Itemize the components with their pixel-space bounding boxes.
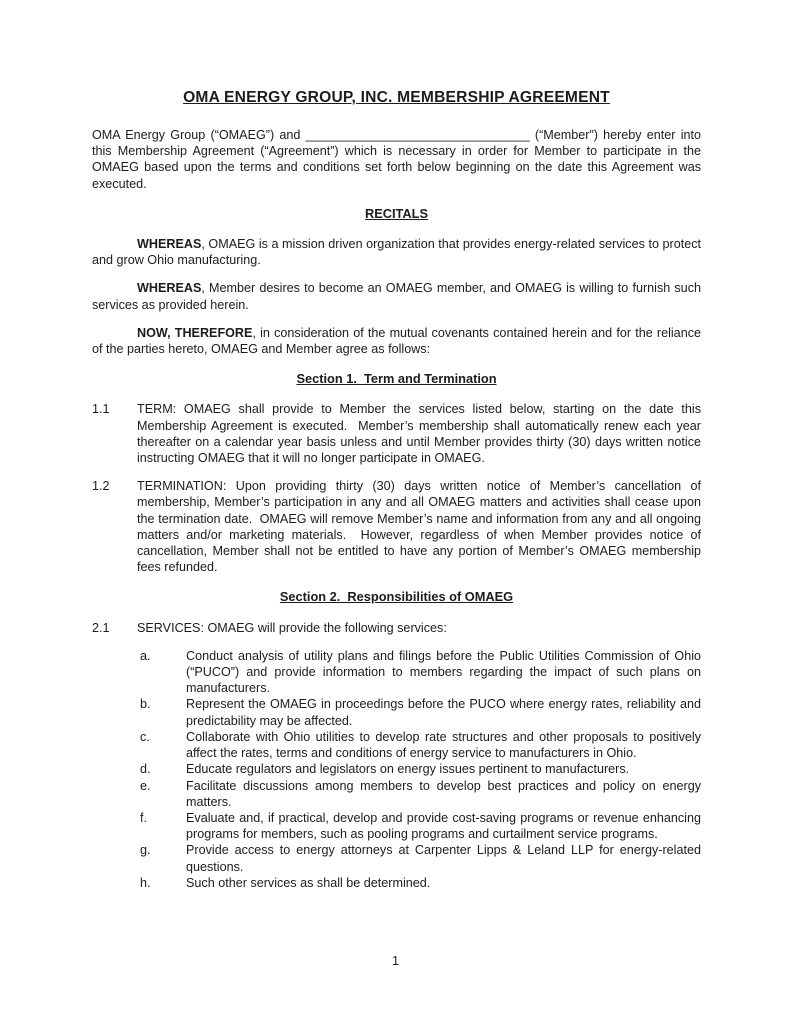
service-item-e-text: Facilitate discussions among members to develop best practices and policy on energy matters. bbox=[186, 778, 701, 809]
service-item-h-text: Such other services as shall be determined. bbox=[186, 875, 431, 890]
whereas-lead-1: WHEREAS bbox=[137, 237, 202, 252]
service-item-f-letter: f. bbox=[140, 810, 147, 825]
clause-1-2-text: TERMINATION: Upon providing thirty (30) days written notice of Member’s cancellation of membership, Member’s participation in any and all OMAEG matters and activities shall cease upon the termination date. OMAEG will remove Member’s name and information from any and all ongoing matters and/or marketing materials. However, regardless of when Member provides notice of cancellation, Member shall not be entitled to have any portion of Member’s OMAEG membership fees refunded. bbox=[137, 479, 701, 575]
services-list bbox=[92, 648, 701, 891]
service-item-f bbox=[92, 810, 701, 842]
clause-1-2 bbox=[92, 478, 701, 575]
service-item-g-text: Provide access to energy attorneys at Carpenter Lipps & Leland LLP for energy-related questions. bbox=[186, 843, 701, 874]
clause-1-2-number: 1.2 bbox=[92, 479, 110, 494]
service-item-b-letter: b. bbox=[140, 697, 151, 712]
service-item-f-text: Evaluate and, if practical, develop and provide cost-saving programs or revenue enhancing programs for members, such as pooling programs and curtailment service programs. bbox=[186, 810, 701, 842]
service-item-a-letter: a. bbox=[140, 648, 151, 663]
service-item-h bbox=[92, 875, 701, 891]
now-therefore-lead: NOW, THEREFORE bbox=[137, 325, 253, 340]
service-item-b-text: Represent the OMAEG in proceedings before the PUCO where energy rates, reliability and predictability may be affected. bbox=[186, 697, 701, 728]
section-1-heading: Section 1. Term and Termination bbox=[296, 371, 497, 387]
recital-paragraph-whereas-1 bbox=[92, 236, 701, 268]
section-2-heading: Section 2. Responsibilities of OMAEG bbox=[279, 589, 514, 605]
recital-paragraph-whereas-2 bbox=[92, 280, 701, 312]
recital-text-1: , OMAEG is a mission driven organization that provides energy-related services to protect and grow Ohio manufacturing. bbox=[92, 237, 701, 268]
service-item-a-text: Conduct analysis of utility plans and filings before the Public Utilities Commission of Ohio (“PUCO”) and provide information to members regarding the impact of such plans on manufacturers. bbox=[186, 648, 701, 696]
recital-text-2: , Member desires to become an OMAEG member, and OMAEG is willing to furnish such services as provided herein. bbox=[92, 281, 701, 312]
document-title: OMA ENERGY GROUP, INC. MEMBERSHIP AGREEMENT bbox=[183, 89, 610, 106]
whereas-lead-2: WHEREAS bbox=[137, 281, 202, 296]
intro-text-end: (“Member”) hereby enter into this Membership Agreement (“Agreement”) which is necessary in order for Member to participate in the OMAEG based upon the terms and conditions set forth below beginning on the date this Agreement was executed. bbox=[92, 128, 701, 191]
clause-2-1-text: SERVICES: OMAEG will provide the following services: bbox=[137, 620, 447, 635]
recital-text-3: , in consideration of the mutual covenants contained herein and for the reliance of the parties hereto, OMAEG and Member agree as follows: bbox=[92, 325, 701, 357]
intro-text-start: OMA Energy Group (“OMAEG”) and bbox=[92, 128, 306, 142]
service-item-c-letter: c. bbox=[140, 729, 150, 744]
service-item-e-letter: e. bbox=[140, 778, 151, 793]
recital-paragraph-now-therefore bbox=[92, 325, 701, 357]
service-item-c-text: Collaborate with Ohio utilities to develop rate structures and other proposals to positively affect the rates, terms and conditions of energy service to manufacturers in Ohio. bbox=[186, 729, 701, 761]
service-item-d-text: Educate regulators and legislators on energy issues pertinent to manufacturers. bbox=[186, 762, 630, 777]
member-name-blank-line: ________________________________ bbox=[305, 128, 530, 142]
service-item-b bbox=[92, 696, 701, 728]
service-item-a bbox=[92, 648, 701, 697]
service-item-h-letter: h. bbox=[140, 875, 151, 890]
service-item-c bbox=[92, 729, 701, 761]
clause-1-1-text: TERM: OMAEG shall provide to Member the services listed below, starting on the date this Membership Agreement is executed. Member’s membership shall automatically renew each year thereafter on a calendar year basis unless and until Member provides thirty (30) days written notice instructing OMAEG that it will no longer participate in OMAEG. bbox=[137, 402, 701, 466]
service-item-d bbox=[92, 761, 701, 777]
intro-paragraph bbox=[92, 127, 701, 192]
clause-2-1-number: 2.1 bbox=[92, 620, 110, 635]
clause-1-1-number: 1.1 bbox=[92, 402, 110, 417]
service-item-e bbox=[92, 778, 701, 810]
service-item-d-letter: d. bbox=[140, 762, 151, 777]
recitals-heading: RECITALS bbox=[364, 205, 429, 221]
service-item-g bbox=[92, 842, 701, 874]
clause-2-1 bbox=[92, 620, 701, 636]
service-item-g-letter: g. bbox=[140, 843, 151, 858]
clause-1-1 bbox=[92, 401, 701, 466]
page-number: 1 bbox=[391, 954, 399, 968]
